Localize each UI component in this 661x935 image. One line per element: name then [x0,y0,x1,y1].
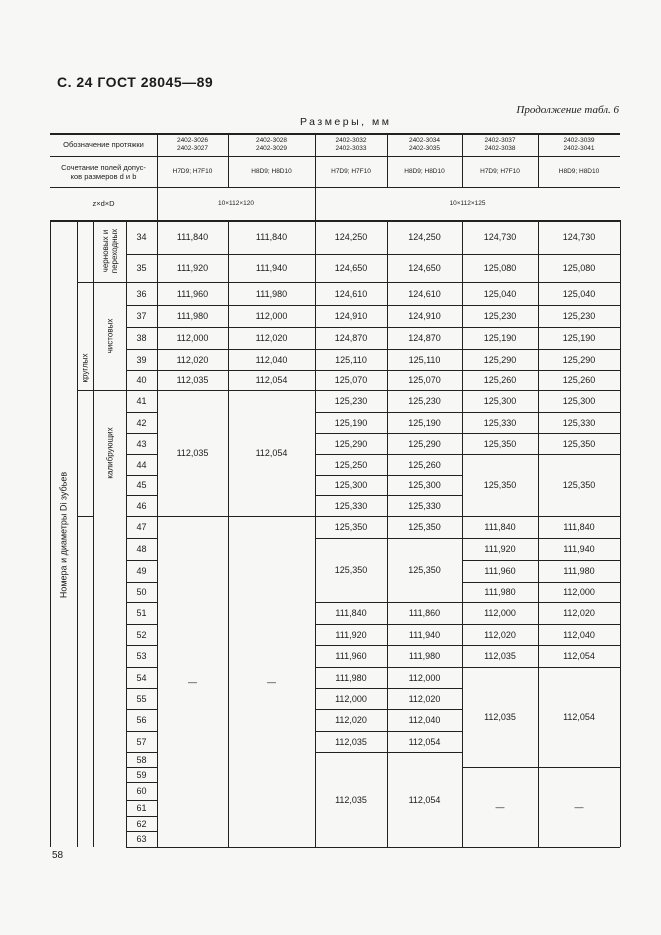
table-rule [77,516,93,517]
diameter-value: 111,980 [563,566,595,576]
tooth-number: 50 [136,587,147,597]
diameter-value: 125,230 [483,311,517,321]
page-header: С. 24 ГОСТ 28045—89 [57,74,214,90]
tool-code [228,133,315,156]
fit-value: H8D9; H8D10 [558,167,600,175]
merged-value: — [188,676,197,687]
diameter-value: 111,960 [176,288,209,299]
table-rule [77,282,126,283]
diameter-value: 125,110 [335,354,367,365]
diameter-value: 124,730 [483,232,517,242]
merged-value: 125,350 [562,480,596,490]
diameter-value: 111,840 [176,232,209,242]
table-rule [315,847,387,848]
merged-value: 112,035 [335,794,367,805]
diameter-value: 112,020 [408,693,441,704]
tool-code-line: 2402-3035 [408,144,441,152]
diameter-value: 125,330 [408,500,441,511]
group-rough-label-line: переходных [109,228,119,274]
diameter-value: 112,020 [176,354,209,365]
diameter-value: 111,920 [484,544,516,554]
diameter-value: 112,020 [335,715,367,725]
tool-code-line: 2402-3039 [563,136,595,144]
diameter-value: 125,350 [334,522,368,532]
tooth-number: 62 [136,818,147,829]
diameter-value: 124,870 [334,333,368,343]
tooth-number: 54 [136,672,147,683]
group-round-label: круглых [80,353,90,383]
diameter-value: 124,730 [562,232,596,242]
zdD-label: z×d×D [92,199,115,208]
zdD-value: 10×112×120 [217,199,255,207]
diameter-value: 111,840 [563,522,595,532]
table-rule [93,220,94,847]
diameter-value: 111,840 [335,608,367,618]
diameter-value: 112,020 [484,629,516,640]
diameter-value: 125,190 [334,417,368,428]
fit-value: H8D9; H8D10 [404,167,445,175]
diameter-value: 112,020 [255,333,288,343]
fit-value: H7D9; H7F10 [331,167,371,175]
tool-code-line: 2402-3032 [335,136,367,144]
diameter-value: 112,000 [255,311,288,321]
tooth-number: 41 [136,396,147,406]
diameter-value: 124,250 [408,232,441,242]
tool-code-line: 2402-3029 [255,144,288,152]
diameter-value: 111,940 [563,544,595,554]
tool-code [462,133,538,156]
diameter-value: 124,910 [408,311,441,321]
diameter-value: 111,920 [176,263,209,273]
tooth-number: 59 [136,769,147,780]
tooth-number: 45 [136,480,147,490]
diameter-value: 111,840 [255,232,288,242]
tooth-number: 56 [136,715,147,725]
tool-code-line: 2402-3026 [176,136,209,144]
table-rule [77,220,78,847]
diameter-value: 112,000 [408,672,441,683]
diameter-value: 125,230 [408,396,441,406]
diameter-value: 112,000 [563,587,595,597]
diameter-value: 125,300 [408,480,441,490]
diameter-value: 125,290 [334,438,368,449]
tooth-number: 46 [136,500,147,511]
tool-code [538,133,620,156]
diameter-value: 125,080 [483,263,517,273]
diameter-value: 125,070 [408,375,441,385]
diameter-value: 112,035 [484,651,516,661]
diameter-value: 125,330 [334,500,368,511]
diameter-value: 111,960 [484,566,516,576]
diameter-value: 112,000 [176,333,209,343]
diameter-value: 125,260 [562,375,596,385]
tool-code-line: 2402-3028 [255,136,288,144]
tooth-number: 60 [136,786,147,796]
diameter-value: 125,330 [562,417,596,428]
table-rule [538,847,620,848]
diameter-value: 112,035 [335,736,367,747]
tooth-number: 53 [136,651,147,661]
diameter-value: 124,650 [408,263,441,273]
diameter-value: 125,300 [562,396,596,406]
diameter-value: 125,290 [483,354,517,365]
fit-value: H8D9; H8D10 [251,167,292,175]
diameter-value: 125,260 [483,375,517,385]
merged-value: 112,054 [408,794,441,805]
tooth-number: 61 [136,803,147,813]
tool-code-line: 2402-3027 [176,144,209,152]
diameter-value: 125,110 [408,354,441,365]
tooth-number: 42 [136,417,147,428]
group-finish-label: чистовых [105,318,114,354]
diameter-value: 125,330 [483,417,517,428]
diameter-value: 111,980 [335,672,367,683]
table-rule [50,220,51,847]
diameter-value: 111,940 [255,263,288,273]
merged-value: 112,054 [563,712,595,722]
diameter-value: 125,350 [408,522,441,532]
diameter-value: 111,920 [335,629,367,640]
tooth-number: 52 [136,629,147,640]
diameter-value: 124,250 [334,232,368,242]
table-rule [228,847,315,848]
diameter-value: 125,290 [408,438,441,449]
diameter-value: 125,230 [334,396,368,406]
diameter-value: 112,040 [563,629,595,640]
merged-value: 112,035 [176,448,209,458]
tooth-number: 39 [136,354,147,365]
tool-code [157,133,228,156]
tooth-number: 38 [136,333,147,343]
diameter-value: 125,250 [334,459,368,470]
continuation-label: Продолжение табл. 6 [516,104,619,116]
tool-code [387,133,462,156]
merged-value: — [495,802,505,812]
tool-code-line: 2402-3038 [484,144,516,152]
tooth-number: 63 [136,834,147,844]
tooth-number: 48 [136,544,147,554]
diameter-value: 125,080 [562,263,596,273]
tooth-number: 49 [136,566,147,576]
diameter-value: 111,980 [484,587,516,597]
diameter-value: 125,350 [562,438,596,449]
table-rule [620,220,621,847]
diameter-value: 111,960 [335,651,367,661]
table-rule [387,847,462,848]
diameter-value: 112,035 [176,375,209,385]
page-number: 58 [52,850,64,861]
tooth-number: 36 [136,288,147,299]
tooth-number: 34 [136,232,147,242]
tooth-number: 58 [136,754,147,765]
diameter-value: 112,000 [484,608,516,618]
zdD-value: 10×112×125 [449,199,486,207]
designation-label: Обозначение протяжки [63,140,144,149]
table-rule [157,847,228,848]
group-rough-label [101,229,119,274]
tooth-number: 44 [136,459,147,470]
table-rule [77,390,126,391]
merged-value: — [574,802,584,812]
diameter-value: 124,870 [408,333,441,343]
merged-value: — [267,676,276,687]
fit-value: H7D9; H7F10 [480,167,520,175]
diameter-value: 112,000 [335,693,367,704]
tool-code-line: 2402-3033 [335,144,367,152]
diameter-value: 112,054 [408,736,441,747]
diameter-value: 112,054 [255,375,288,385]
diameter-value: 111,840 [484,522,516,532]
diameter-value: 111,860 [408,608,441,618]
tool-code-line: 2402-3034 [408,136,441,144]
diameter-value: 125,230 [562,311,596,321]
merged-value: 112,035 [484,712,516,722]
tool-code-line: 2402-3041 [563,144,595,152]
group-calib-label: калибрующих [105,427,114,479]
tooth-number: 40 [136,375,147,385]
diameter-value: 125,190 [562,333,596,343]
diameter-value: 125,190 [408,417,441,428]
tool-code-line: 2402-3037 [484,136,516,144]
diameter-value: 111,940 [408,629,441,640]
fit-value: H7D9; H7F10 [172,167,213,175]
merged-value: 125,350 [483,480,517,490]
diameter-value: 125,300 [483,396,517,406]
diameter-value: 112,040 [255,354,288,365]
tooth-number: 37 [136,311,147,321]
tooth-number: 51 [136,608,147,618]
diameter-value: 125,040 [483,288,517,299]
diameter-value: 112,040 [408,715,441,725]
merged-value: 125,350 [334,565,368,575]
tooth-number: 55 [136,693,147,704]
sizes-label: Размеры, мм [300,116,392,128]
diameter-value: 112,054 [563,651,595,661]
tooth-number: 35 [136,263,147,273]
fits-label [50,156,157,187]
diameter-value: 125,290 [562,354,596,365]
tool-code [315,133,387,156]
fits-label-line: Сочетание полей допус- [61,162,146,172]
diameter-value: 125,070 [334,375,368,385]
fits-label-line: ков размеров d и b [70,171,137,181]
group-rough-label-line: черновых и [100,229,110,273]
table-rule [126,847,157,848]
table-rule [462,847,538,848]
diameter-value: 111,980 [408,651,441,661]
diameter-value: 125,350 [483,438,517,449]
diameter-value: 124,650 [334,263,368,273]
merged-value: 125,350 [408,565,441,575]
tooth-number: 47 [136,522,147,532]
diameter-value: 125,260 [408,459,441,470]
side-label: Номера и диаметры Di зубьев [58,471,68,599]
diameter-value: 125,040 [562,288,596,299]
diameter-value: 124,610 [334,288,368,299]
diameter-value: 125,190 [483,333,517,343]
tooth-number: 43 [136,438,147,449]
diameter-value: 111,980 [255,288,288,299]
diameter-value: 111,980 [176,311,209,321]
tooth-number: 57 [136,736,147,747]
merged-value: 112,054 [255,448,288,458]
diameter-value: 112,020 [563,608,595,618]
diameter-value: 124,910 [334,311,368,321]
diameter-value: 124,610 [408,288,441,299]
diameter-value: 125,300 [334,480,368,490]
